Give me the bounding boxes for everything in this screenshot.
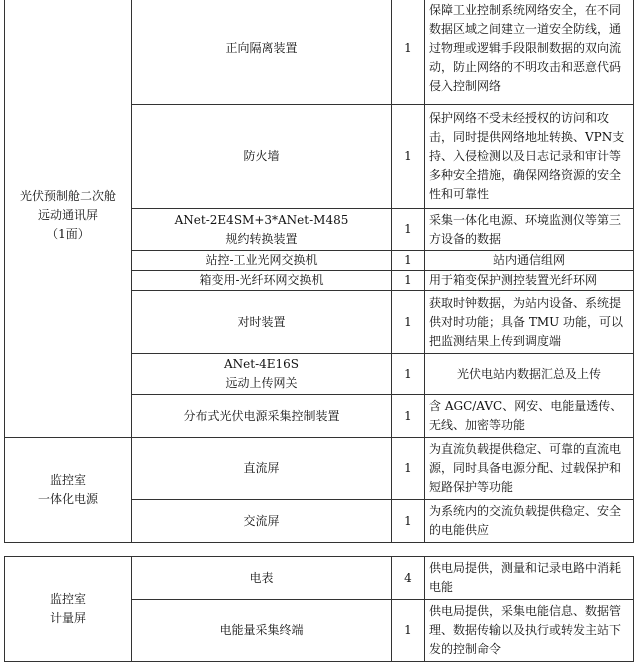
device-description: 采集一体化电源、环境监测仪等第三方设备的数据 bbox=[425, 209, 634, 251]
group-label-line: 监控室 bbox=[49, 473, 86, 487]
device-quantity: 1 bbox=[392, 500, 425, 543]
device-quantity: 1 bbox=[392, 271, 425, 291]
device-description: 获取时钟数据，为站内设备、系统提供对时功能；具备 TMU 功能，可以把监测结果上传到调度端 bbox=[425, 291, 634, 354]
table-row bbox=[5, 557, 634, 600]
group-label-line: 远动通讯屏 bbox=[37, 207, 98, 222]
device-quantity: 1 bbox=[392, 105, 425, 209]
device-description: 用于箱变保护测控装置光纤环网 bbox=[425, 271, 634, 291]
group-label-line: （1面） bbox=[46, 226, 90, 241]
equipment-table-1 bbox=[4, 0, 634, 543]
device-quantity: 1 bbox=[392, 0, 425, 105]
group-cell-remote-comm-panel bbox=[5, 0, 132, 438]
device-name-line: 远动上传网关 bbox=[225, 376, 298, 390]
group-label-line: 光伏预制舱二次舱 bbox=[19, 188, 116, 203]
device-description: 为直流负载提供稳定、可靠的直流电源，同时具备电源分配、过载保护和短路保护等功能 bbox=[425, 438, 634, 500]
device-quantity: 1 bbox=[392, 291, 425, 354]
device-name: 电能量采集终端 bbox=[132, 600, 392, 662]
device-name-line: ANet-4E16S bbox=[223, 357, 300, 371]
device-name: 正向隔离装置 bbox=[132, 0, 392, 105]
device-quantity: 1 bbox=[392, 600, 425, 662]
device-description: 站内通信组网 bbox=[425, 251, 634, 271]
device-name: 箱变用-光纤环网交换机 bbox=[132, 271, 392, 291]
group-label-line: 计量屏 bbox=[49, 611, 86, 625]
device-name-line: 规约转换装置 bbox=[225, 231, 298, 246]
group-cell-integrated-power bbox=[5, 438, 132, 543]
group-label-line: 监控室 bbox=[49, 592, 86, 606]
table-row bbox=[5, 0, 634, 105]
device-description: 供电局提供，采集电能信息、数据管理、数据传输以及执行或转发主站下发的控制命令 bbox=[425, 600, 634, 662]
device-name: 防火墙 bbox=[132, 105, 392, 209]
device-description: 光伏电站内数据汇总及上传 bbox=[425, 354, 634, 395]
device-name: 交流屏 bbox=[132, 500, 392, 543]
equipment-table-2 bbox=[4, 556, 634, 662]
device-quantity: 1 bbox=[392, 354, 425, 395]
device-name: 电表 bbox=[132, 557, 392, 600]
device-quantity: 1 bbox=[392, 251, 425, 271]
device-description: 保障工业控制系统网络安全，在不同数据区域之间建立一道安全防线，通过物理或逻辑手段限制数据的双向流动，防止网络的不明攻击和恶意代码侵入控制网络 bbox=[425, 0, 634, 105]
device-description: 含 AGC/AVC、网安、电能量透传、无线、加密等功能 bbox=[425, 395, 634, 438]
device-name bbox=[132, 354, 392, 395]
device-description: 为系统内的交流负载提供稳定、安全的电能供应 bbox=[425, 500, 634, 543]
table-row bbox=[5, 438, 634, 500]
device-name: 站控-工业光网交换机 bbox=[132, 251, 392, 271]
device-quantity: 1 bbox=[392, 438, 425, 500]
device-quantity: 1 bbox=[392, 395, 425, 438]
group-cell-metering-panel bbox=[5, 557, 132, 662]
device-name: 分布式光伏电源采集控制装置 bbox=[132, 395, 392, 438]
device-quantity: 1 bbox=[392, 209, 425, 251]
device-name bbox=[132, 209, 392, 251]
device-description: 保护网络不受未经授权的访问和攻击，同时提供网络地址转换、VPN支持、入侵检测以及日志记录和审计等多种安全措施，确保网络资源的安全性和可靠性 bbox=[425, 105, 634, 209]
device-name: 直流屏 bbox=[132, 438, 392, 500]
group-label-line: 一体化电源 bbox=[37, 492, 98, 506]
device-name-line: ANet-2E4SM+3*ANet-M485 bbox=[174, 212, 349, 227]
device-name: 对时装置 bbox=[132, 291, 392, 354]
device-quantity: 4 bbox=[392, 557, 425, 600]
device-description: 供电局提供，测量和记录电路中消耗电能 bbox=[425, 557, 634, 600]
